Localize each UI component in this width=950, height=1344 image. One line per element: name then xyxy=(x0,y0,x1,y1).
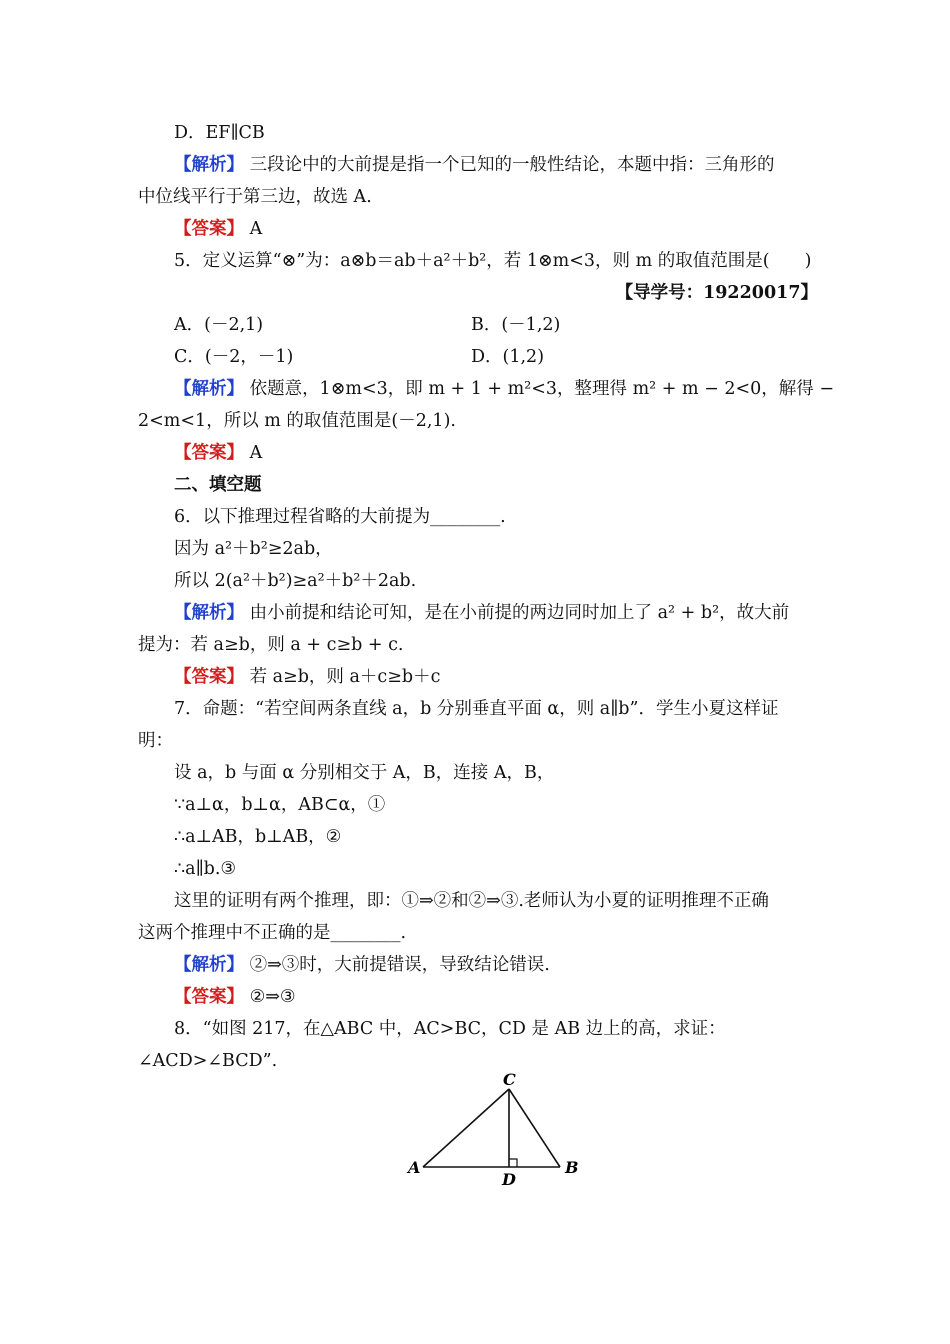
answer-tag: 【答案】 xyxy=(174,667,244,687)
analysis-tag: 【解析】 xyxy=(174,379,244,399)
question-7-text: 这里的证明有两个推理，即：①⇒②和②⇒③.老师认为小夏的证明推理不正确 xyxy=(174,891,769,911)
answer-text: ②⇒③ xyxy=(244,987,296,1007)
analysis-line xyxy=(174,950,550,980)
option-b: B．(－1,2) xyxy=(471,315,561,335)
analysis-line xyxy=(174,150,775,180)
proof-line: ∵a⊥α，b⊥α，AB⊂α，① xyxy=(174,795,386,815)
analysis-line xyxy=(174,598,789,628)
question-6-line: 因为 a²＋b²≥2ab， xyxy=(174,539,333,559)
answer-tag: 【答案】 xyxy=(174,219,244,239)
answer-text: A xyxy=(244,443,263,463)
option-d-line: D．EF∥CB xyxy=(174,123,265,143)
proof-line: ∴a∥b.③ xyxy=(174,859,237,879)
question-5: 5．定义运算“⊗”为：a⊗b＝ab＋a²＋b²，若 1⊗m<3，则 m 的取值范围是( ) xyxy=(174,251,812,271)
analysis-line xyxy=(174,374,834,404)
side-ac xyxy=(423,1089,509,1167)
question-8-continuation: ∠ACD>∠BCD”. xyxy=(138,1051,278,1071)
answer-tag: 【答案】 xyxy=(174,443,244,463)
question-7: 7．命题：“若空间两条直线 a，b 分别垂直平面 α，则 a∥b”．学生小夏这样证 xyxy=(174,699,779,719)
analysis-text: 三段论中的大前提是指一个已知的一般性结论，本题中指：三角形的 xyxy=(244,155,775,175)
question-8: 8．“如图 217，在△ABC 中，AC>BC，CD 是 AB 边上的高，求证： xyxy=(174,1019,726,1039)
analysis-text: 由小前提和结论可知，是在小前提的两边同时加上了 a² + b²，故大前 xyxy=(244,603,790,623)
side-bc xyxy=(509,1089,560,1167)
answer-text: 若 a≥b，则 a＋c≥b＋c xyxy=(244,667,441,687)
proof-line: ∴a⊥AB，b⊥AB，② xyxy=(174,827,342,847)
option-a: A．(－2,1) xyxy=(174,315,264,335)
analysis-tag: 【解析】 xyxy=(174,155,244,175)
answer-line xyxy=(174,438,262,468)
answer-text: A xyxy=(244,219,263,239)
answer-line xyxy=(174,662,440,692)
proof-line: 设 a，b 与面 α 分别相交于 A，B，连接 A，B， xyxy=(174,763,555,783)
label-d: D xyxy=(502,1170,516,1189)
analysis-text: ②⇒③时，大前提错误，导致结论错误. xyxy=(244,955,550,975)
analysis-text: 依题意，1⊗m<3，即 m + 1 + m²<3，整理得 m² + m − 2<0，解得 − xyxy=(244,379,835,399)
triangle-figure xyxy=(400,1060,600,1190)
answer-line xyxy=(174,214,262,244)
answer-line xyxy=(174,982,296,1012)
label-c: C xyxy=(503,1070,516,1089)
option-c: C．(－2，－1) xyxy=(174,347,294,367)
analysis-tag: 【解析】 xyxy=(174,955,244,975)
label-a: A xyxy=(408,1158,421,1177)
analysis-continuation: 提为：若 a≥b，则 a + c≥b + c. xyxy=(138,635,404,655)
question-6: 6．以下推理过程省略的大前提为________. xyxy=(174,507,506,527)
analysis-continuation: 中位线平行于第三边，故选 A. xyxy=(138,187,372,207)
answer-tag: 【答案】 xyxy=(174,987,244,1007)
right-angle-mark xyxy=(509,1159,517,1167)
question-7-text: 这两个推理中不正确的是________. xyxy=(138,923,407,943)
question-6-line: 所以 2(a²＋b²)≥a²＋b²＋2ab. xyxy=(174,571,417,591)
option-d: D．(1,2) xyxy=(471,347,545,367)
analysis-continuation: 2<m<1，所以 m 的取值范围是(－2,1). xyxy=(138,411,456,431)
guide-number: 【导学号：19220017】 xyxy=(615,283,818,303)
label-b: B xyxy=(565,1158,579,1177)
question-7-continuation: 明： xyxy=(138,731,173,751)
analysis-tag: 【解析】 xyxy=(174,603,244,623)
section-heading: 二、填空题 xyxy=(174,475,262,495)
